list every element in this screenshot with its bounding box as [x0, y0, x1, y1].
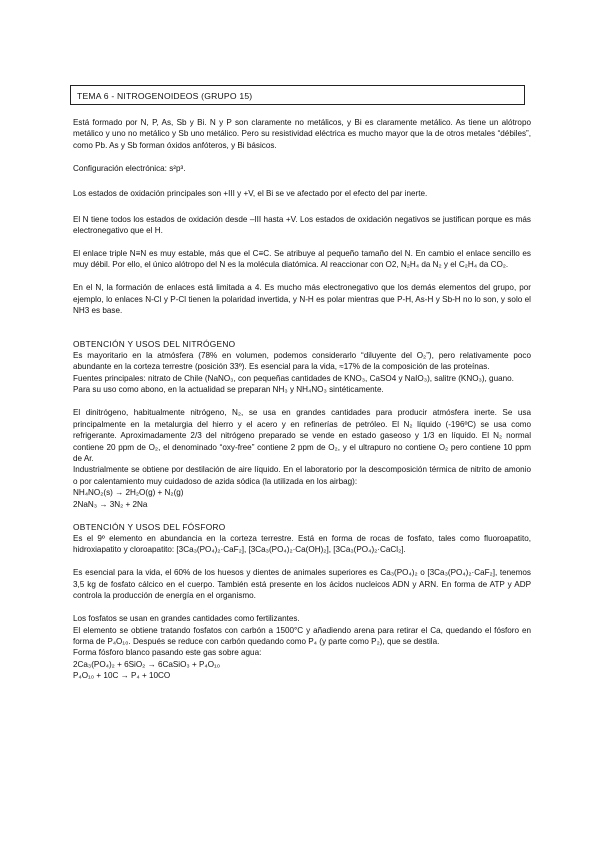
white-phosphorus-paragraph: Forma fósforo blanco pasando este gas sobre agua: [73, 648, 262, 658]
dinitrogen-uses-paragraph: El dinitrógeno, habitualmente nitrógeno, N₂, se usa en grandes cantidades para producir atmósfera inerte. Se usa principalmente en la metalurgia del hierro y el acero y en refinerías de petróleo. El N₂ líquido (-196ºC) se usa como refrigerante. Aproximadamente 2/3 del nitrógeno preparado se vende en estado gaseoso y 1/3 en líquido. El N₂ normal contiene 20 ppm de O₂, el denominado “oxy-free” contiene 2 ppm de O₂, y el ultrapuro no contiene O₂ pero contiene 10 ppm de Ar. [73, 408, 531, 463]
phosphorus-biology-paragraph: Es esencial para la vida, el 60% de los huesos y dientes de animales superiores es Ca₃(PO₄)₂ o [3Ca₃(PO₄)₂·CaF₂], tenemos 3,5 kg de fosfato cálcico en el cuerpo. También está presente en los ácidos nucleicos ADN y ARN. En forma de ATP y ADP controla la producción de energía en el organismo. [73, 568, 531, 601]
nitrogen-equation-1: NH₄NO₂(s) → 2H₂O(g) + N₂(g) [73, 488, 184, 498]
nitrogen-states-paragraph: El N tiene todos los estados de oxidación desde –III hasta +V. Los estados de oxidación negativos se justifican porque es más electronegativo que el H. [73, 214, 531, 236]
nitrogen-abundance-paragraph: Es mayoritario en la atmósfera (78% en volumen, podemos considerarlo “diluyente del O₂”), pero relativamente poco abundante en la corteza terrestre (posición 33º). Es esencial para la vida, ≈17% de la composición de las proteínas. [73, 351, 531, 372]
phosphorus-equation-1: 2Ca₃(PO₄)₂ + 6SiO₂ → 6CaSiO₃ + P₄O₁₀ [73, 659, 221, 669]
phosphorus-production-paragraph: El elemento se obtiene tratando fosfatos con carbón a 1500°C y añadiendo arena para retirar el Ca, quedando el fósforo en forma de P₄O₁₀. Después se reduce con carbón quedando como P₄ (y parte como P₂), que se destila. [73, 625, 531, 646]
phosphorus-equation-2: P₄O₁₀ + 10C → P₄ + 10CO [73, 671, 171, 681]
electron-config-paragraph: Configuración electrónica: s²p³. [73, 163, 186, 173]
phosphorus-fertilizer-paragraph: Los fosfatos se usan en grandes cantidades como fertilizantes. [73, 614, 300, 624]
page-title: TEMA 6 - NITROGENOIDEOS (GRUPO 15) [70, 85, 525, 105]
oxidation-states-paragraph: Los estados de oxidación principales son +III y +V, el Bi se ve afectado por el efecto del par inerte. [73, 189, 428, 199]
bond-formation-paragraph: En el N, la formación de enlaces está limitada a 4. Es mucho más electronegativo que los demás elementos del grupo, por ejemplo, lo enlaces N-Cl y P-Cl tienen la polaridad invertida, y N-H es polar mientras que P-H, As-H y Sb-H no lo son, y solo el NH3 es base. [73, 283, 531, 316]
intro-paragraph: Está formado por N, P, As, Sb y Bi. N y P son claramente no metálicos, y Bi es claramente metálico. As tiene un alótropo metálico y uno no metálico y Sb uno metálico. Pero su resistividad eléctrica es mucho mayor que la de otros metales “débiles”, como Pb. As y Sb forman óxidos anfóteros, y Bi básicos. [73, 118, 531, 150]
nitrogen-equation-2: 2NaN₃ → 3N₂ + 2Na [73, 499, 148, 509]
nitrogen-sources-paragraph: Fuentes principales: nitrato de Chile (NaNO₃, con pequeñas cantidades de KNO₃, CaSO4 y NaIO₃), salitre (KNO₃), guano. [73, 373, 514, 383]
phosphorus-abundance-paragraph: Es el 9º elemento en abundancia en la corteza terrestre. Está en forma de rocas de fosfato, tales como fluoroapatito, hidroxiapatito y cloroapatito: [3Ca₃(PO₄)₂·CaF₂], [3Ca₃(PO₄)₂·Ca(OH)₂], [3Ca₃(PO₄)₂·CaCl₂]. [73, 533, 531, 555]
phosphorus-section-heading: OBTENCIÓN Y USOS DEL FÓSFORO [73, 521, 226, 532]
nitrogen-section-heading: OBTENCIÓN Y USOS DEL NITRÓGENO [73, 338, 236, 349]
triple-bond-paragraph: El enlace triple N≡N es muy estable, más que el C≡C. Se atribuye al pequeño tamaño del N. En cambio el enlace sencillo es muy débil. Por ello, el único alótropo del N es la molécula diatómica. Al reaccionar con O2, N₂H₄ da N₂ y el C₂H₄ da CO₂. [73, 249, 531, 270]
document-body [73, 117, 531, 682]
nitrogen-production-paragraph: Industrialmente se obtiene por destilación de aire líquido. En el laboratorio por la descomposición térmica de nitrito de amonio o por calentamiento muy cuidadoso de azida sódica (la utilizada en los airbag): [73, 465, 531, 486]
nitrogen-fertilizer-paragraph: Para su uso como abono, en la actualidad se preparan NH₃ y NH₄NO₃ sintéticamente. [73, 385, 384, 395]
